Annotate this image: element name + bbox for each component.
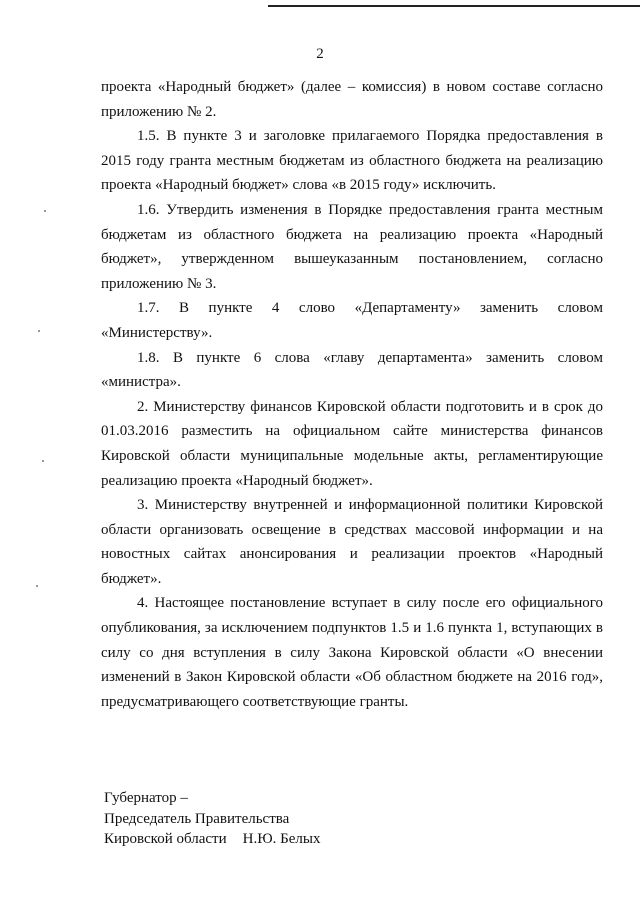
signature-title: Губернатор – bbox=[104, 790, 188, 806]
page-number: 2 bbox=[316, 46, 324, 62]
top-rule bbox=[268, 5, 640, 7]
document-body bbox=[101, 75, 603, 714]
paragraph-1-5: 1.5. В пункте 3 и заголовке прилагаемого Порядка предоставления в 2015 году гранта местным бюджетам из областного бюджета на реализацию проекта «Народный бюджет» слова «в 2015 году» исключить. bbox=[101, 128, 603, 194]
paragraph-1-6: 1.6. Утвердить изменения в Порядке предоставления гранта местным бюджетам из областного бюджета на реализацию проекта «Народный бюджет», утвержденном вышеуказанным постановлением, согласно приложению № 3. bbox=[101, 201, 603, 292]
margin-speck bbox=[44, 210, 46, 212]
signature-region-line bbox=[104, 829, 320, 850]
margin-speck bbox=[38, 330, 40, 332]
margin-speck bbox=[42, 460, 44, 462]
signature-block bbox=[104, 788, 320, 850]
paragraph-continuation: проекта «Народный бюджет» (далее – комиссия) в новом составе согласно приложению № 2. bbox=[101, 79, 603, 120]
signature-name: Н.Ю. Белых bbox=[242, 831, 321, 847]
paragraph-3: 3. Министерству внутренней и информационной политики Кировской области организовать освещение в средствах массовой информации и на новостных сайтах анонсирования и реализации проектов «Народный бюджет». bbox=[101, 497, 603, 587]
paragraph-2: 2. Министерству финансов Кировской области подготовить и в срок до 01.03.2016 разместить на официальном сайте министерства финансов Кировской области муниципальные модельные акты, регламентирующие реализацию проекта «Народный бюджет». bbox=[101, 398, 603, 489]
paragraph-1-8: 1.8. В пункте 6 слова «главу департамента» заменить словом «министра». bbox=[101, 349, 603, 391]
paragraph-1-7: 1.7. В пункте 4 слово «Департаменту» заменить словом «Министерству». bbox=[101, 300, 603, 341]
margin-speck bbox=[36, 585, 38, 587]
paragraph-4: 4. Настоящее постановление вступает в силу после его официального опубликования, за исключением подпунктов 1.5 и 1.6 пункта 1, вступающих в силу со дня вступления в силу Закона Кировской области «О внесении изменений в Закон Кировской области «Об областном бюджете на 2016 год», предусматривающего соответствующие гранты. bbox=[101, 595, 603, 710]
signature-position: Председатель Правительства bbox=[104, 810, 290, 827]
signature-region: Кировской области bbox=[104, 831, 227, 847]
